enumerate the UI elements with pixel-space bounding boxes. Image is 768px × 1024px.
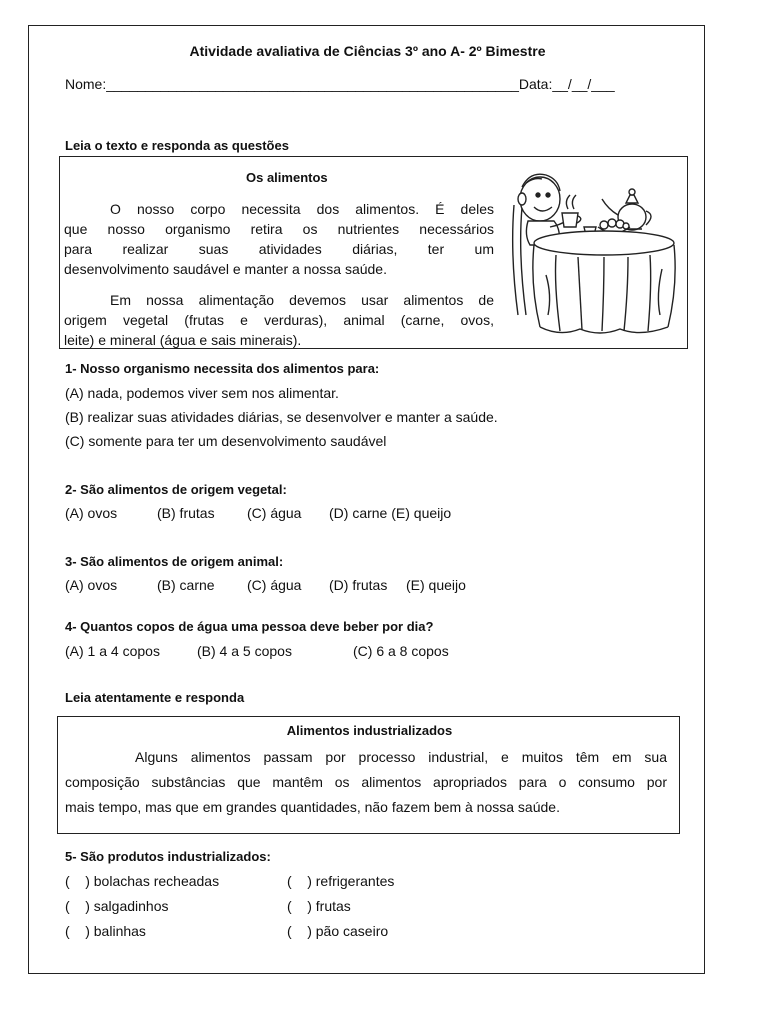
- q4-option-c: (C) 6 a 8 copos: [353, 643, 449, 659]
- page-title: Atividade avaliativa de Ciências 3º ano A- 2º Bimestre: [189, 43, 546, 59]
- reading1-paragraph-2: [64, 290, 494, 350]
- reading1-box-title: Os alimentos: [246, 170, 328, 185]
- q1-option-b: (B) realizar suas atividades diárias, se desenvolver e manter a saúde.: [65, 409, 498, 425]
- q5-option-frutas[interactable]: ( ) frutas: [287, 898, 351, 914]
- reading2-line: composição substâncias que mantêm os alimentos apropriados para o consumo por: [65, 774, 667, 790]
- q1-option-a: (A) nada, podemos viver sem nos alimentar.: [65, 385, 339, 401]
- q1-text: 1- Nosso organismo necessita dos alimentos para:: [65, 361, 380, 376]
- q2-option-c: (C) água: [247, 505, 302, 521]
- q5-option-refrigerantes[interactable]: ( ) refrigerantes: [287, 873, 395, 889]
- q2-text: 2- São alimentos de origem vegetal:: [65, 482, 287, 497]
- name-date-line: Nome:_____________________________________________________Data:__/__/___: [65, 76, 615, 92]
- q2-option-de: (D) carne (E) queijo: [329, 505, 452, 521]
- p1-line: O nosso corpo necessita dos alimentos. É deles: [110, 201, 494, 217]
- q4-option-a: (A) 1 a 4 copos: [65, 643, 160, 659]
- q1-option-c: (C) somente para ter um desenvolvimento saudável: [65, 433, 387, 449]
- reading2-box: [57, 716, 680, 834]
- q5-option-bolachas[interactable]: ( ) bolachas recheadas: [65, 873, 220, 889]
- p1-line: que nosso organismo retira os nutrientes necessários: [64, 221, 494, 237]
- q3-option-b: (B) carne: [157, 577, 215, 593]
- reading1-paragraph-1: [64, 199, 494, 279]
- child-eating-at-table-icon: [500, 165, 682, 345]
- q3-option-a: (A) ovos: [65, 577, 118, 593]
- q3-option-d: (D) frutas: [329, 577, 388, 593]
- p2-line: leite) e mineral (água e sais minerais).: [64, 332, 302, 348]
- reading1-box: [59, 156, 688, 349]
- q5-option-pao-caseiro[interactable]: ( ) pão caseiro: [287, 923, 389, 939]
- reading2-instruction: Leia atentamente e responda: [65, 690, 245, 705]
- reading2-line: Alguns alimentos passam por processo industrial, e muitos têm em sua: [135, 749, 667, 765]
- reading1-instruction: Leia o texto e responda as questões: [65, 138, 289, 153]
- q4-option-b: (B) 4 a 5 copos: [197, 643, 292, 659]
- p2-line: origem vegetal (frutas e verduras), animal (carne, ovos,: [64, 312, 494, 328]
- reading2-line: mais tempo, mas que em grandes quantidades, não fazem bem à nossa saúde.: [65, 799, 560, 815]
- reading2-box-title: Alimentos industrializados: [286, 723, 453, 738]
- q2-option-a: (A) ovos: [65, 505, 118, 521]
- reading2-paragraph: [65, 745, 667, 820]
- p1-line: para realizar suas atividades diárias, ter um: [64, 241, 494, 257]
- q5-option-balinhas[interactable]: ( ) balinhas: [65, 923, 146, 939]
- q4-text: 4- Quantos copos de água uma pessoa deve beber por dia?: [65, 619, 434, 634]
- q3-option-e: (E) queijo: [406, 577, 466, 593]
- q3-option-c: (C) água: [247, 577, 302, 593]
- p2-line: Em nossa alimentação devemos usar alimentos de: [110, 292, 494, 308]
- q5-text: 5- São produtos industrializados:: [65, 849, 271, 864]
- p1-line: desenvolvimento saudável e manter a nossa saúde.: [64, 261, 387, 277]
- q5-option-salgadinhos[interactable]: ( ) salgadinhos: [65, 898, 169, 914]
- q2-option-b: (B) frutas: [157, 505, 215, 521]
- q3-text: 3- São alimentos de origem animal:: [65, 554, 284, 569]
- worksheet: [28, 25, 705, 974]
